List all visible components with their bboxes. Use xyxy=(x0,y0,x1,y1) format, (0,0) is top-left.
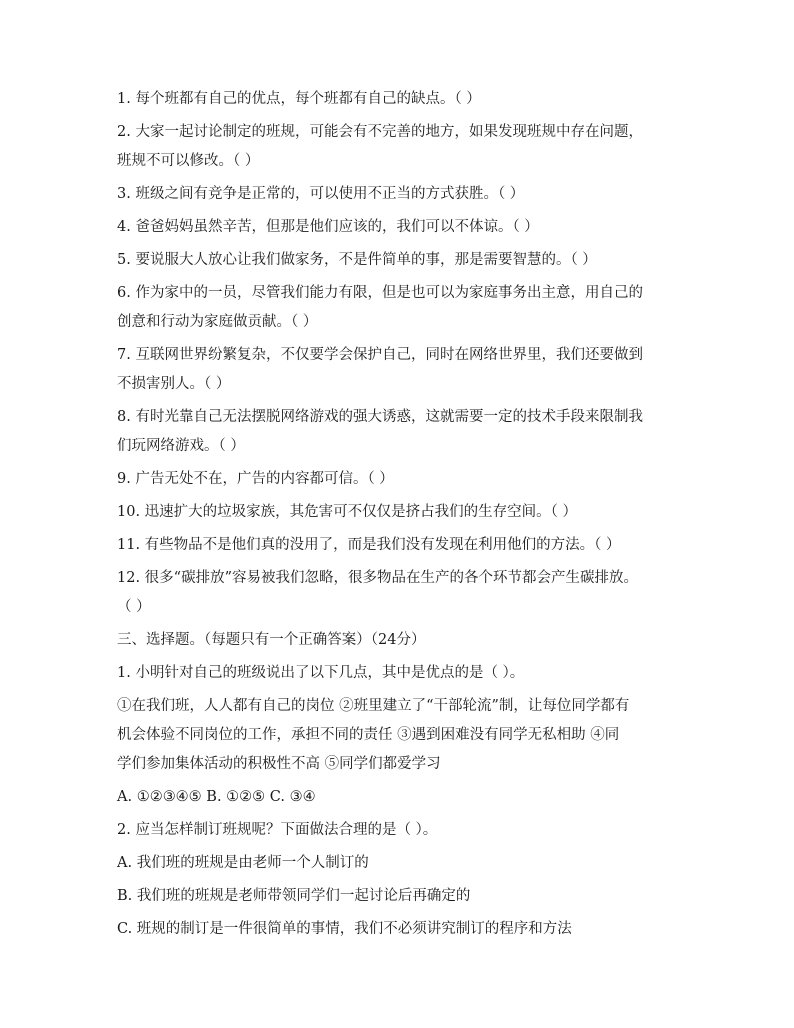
true-false-question-line: 5. 要说服大人放心让我们做家务，不是件简单的事，那是需要智慧的。（ ） xyxy=(117,252,597,268)
true-false-question xyxy=(117,183,683,205)
true-false-question xyxy=(117,88,683,110)
true-false-question xyxy=(117,406,683,457)
choice-question-item-line: A. ①②③④⑤ B. ①②⑤ C. ③④ xyxy=(117,789,316,805)
true-false-question xyxy=(117,249,683,271)
choice-question-item xyxy=(117,662,683,684)
true-false-question xyxy=(117,121,683,172)
true-false-question-line: 们玩网络游戏。（ ） xyxy=(117,438,245,454)
multiple-choice-question-list xyxy=(117,662,683,940)
true-false-question xyxy=(117,216,683,238)
choice-question-item-line: ①在我们班，人人都有自己的岗位 ②班里建立了“干部轮流”制，让每位同学都有 xyxy=(117,698,630,714)
true-false-question-line: 创意和行动为家庭做贡献。（ ） xyxy=(117,314,318,330)
choice-question-item xyxy=(117,852,683,874)
true-false-question xyxy=(117,468,683,490)
choice-question-item-line: C. 班规的制订是一件很简单的事情，我们不必须讲究制订的程序和方法 xyxy=(117,921,572,937)
true-false-question-line: 班规不可以修改。（ ） xyxy=(117,153,260,169)
choice-question-item-line: 2. 应当怎样制订班规呢？下面做法合理的是（ ）。 xyxy=(117,822,438,838)
true-false-question-line: （ ） xyxy=(117,599,151,615)
section-three-title: 三、选择题。（每题只有一个正确答案）（24分） xyxy=(117,632,426,648)
true-false-question-line: 4. 爸爸妈妈虽然辛苦，但那是他们应该的，我们可以不体谅。（ ） xyxy=(117,219,539,235)
choice-question-item-line: A. 我们班的班规是由老师一个人制订的 xyxy=(117,855,369,871)
choice-question-item-line: 1. 小明针对自己的班级说出了以下几点，其中是优点的是（ ）。 xyxy=(117,665,525,681)
true-false-question-line: 12. 很多“碳排放”容易被我们忽略，很多物品在生产的各个环节都会产生碳排放。 xyxy=(117,570,638,586)
true-false-question xyxy=(117,282,683,333)
true-false-question-line: 9. 广告无处不在，广告的内容都可信。（ ） xyxy=(117,471,394,487)
true-false-question-line: 不损害别人。（ ） xyxy=(117,376,231,392)
choice-question-item xyxy=(117,786,683,808)
choice-question-item-line: 学们参加集体活动的积极性不高 ⑤同学们都爱学习 xyxy=(117,756,441,772)
true-false-question xyxy=(117,567,683,618)
true-false-question-line: 10. 迅速扩大的垃圾家族，其危害可不仅仅是挤占我们的生存空间。（ ） xyxy=(117,504,578,520)
choice-question-item xyxy=(117,918,683,940)
choice-question-item-line: 机会体验不同岗位的工作，承担不同的责任 ③遇到困难没有同学无私相助 ④同 xyxy=(117,727,620,743)
true-false-question-line: 1. 每个班都有自己的优点，每个班都有自己的缺点。（ ） xyxy=(117,91,481,107)
true-false-question-line: 11. 有些物品不是他们真的没用了，而是我们没有发现在利用他们的方法。（ ） xyxy=(117,537,621,553)
document-page xyxy=(117,88,683,951)
choice-question-item-line: B. 我们班的班规是老师带领同学们一起讨论后再确定的 xyxy=(117,888,471,904)
true-false-question-list xyxy=(117,88,683,618)
true-false-question-line: 6. 作为家中的一员，尽管我们能力有限，但是也可以为家庭事务出主意，用自己的 xyxy=(117,285,643,301)
true-false-question xyxy=(117,344,683,395)
true-false-question-line: 8. 有时光靠自己无法摆脱网络游戏的强大诱惑，这就需要一定的技术手段来限制我 xyxy=(117,409,643,425)
choice-question-item xyxy=(117,885,683,907)
choice-question-item xyxy=(117,819,683,841)
true-false-question xyxy=(117,501,683,523)
true-false-question-line: 3. 班级之间有竞争是正常的，可以使用不正当的方式获胜。（ ） xyxy=(117,186,525,202)
true-false-question xyxy=(117,534,683,556)
true-false-question-line: 7. 互联网世界纷繁复杂，不仅要学会保护自己，同时在网络世界里，我们还要做到 xyxy=(117,347,643,363)
true-false-question-line: 2. 大家一起讨论制定的班规，可能会有不完善的地方，如果发现班规中存在问题， xyxy=(117,124,643,140)
choice-question-item xyxy=(117,695,683,775)
